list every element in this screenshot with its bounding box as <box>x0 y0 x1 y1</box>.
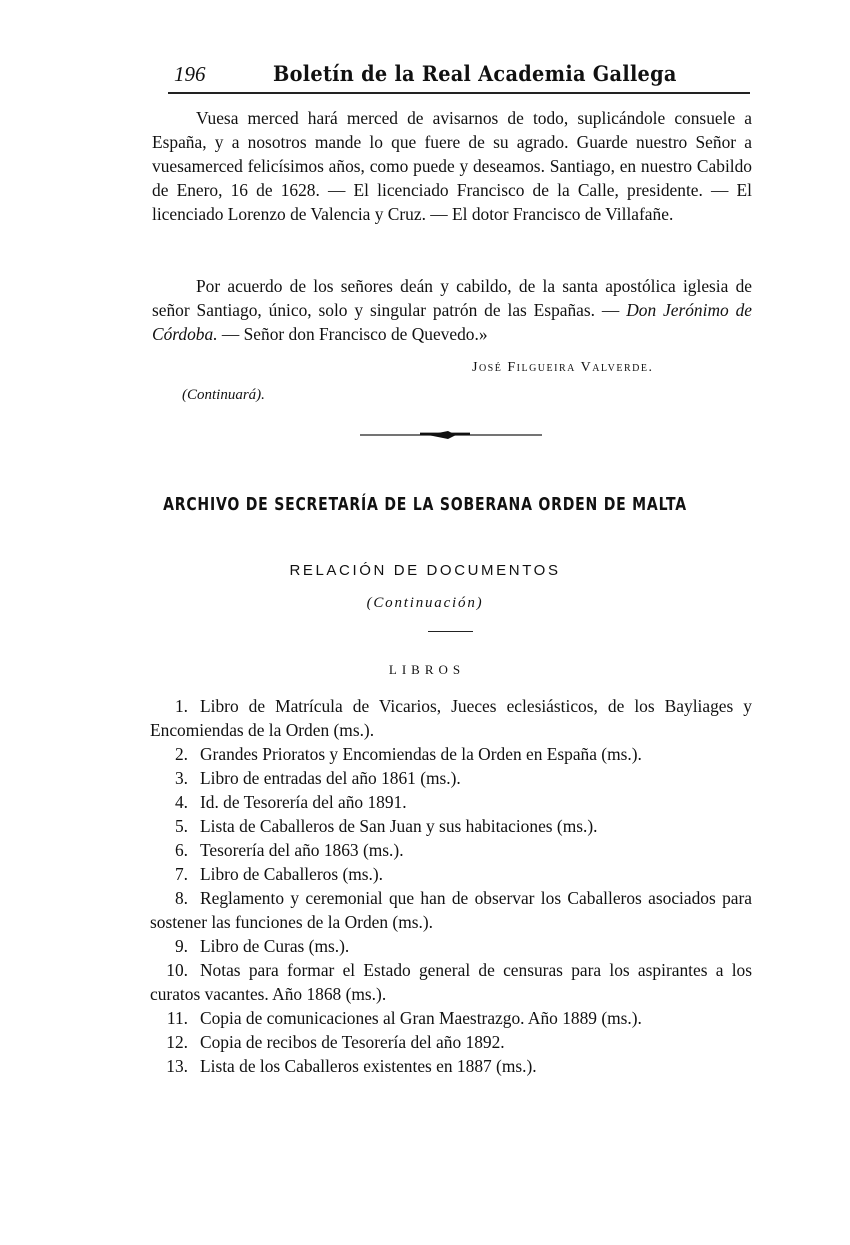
letter-paragraph-2-text <box>152 274 752 346</box>
letter-paragraph-2-suffix: — Señor don Francisco de Quevedo.» <box>217 324 488 344</box>
libros-heading: LIBROS <box>388 662 466 677</box>
letter-signatory-italic: Don Jerónimo de Córdoba. <box>152 300 753 344</box>
running-title: Boletín de la Real Academia Gallega <box>273 61 677 86</box>
item-number: 2. <box>174 744 188 764</box>
item-number: 12. <box>166 1032 188 1052</box>
page-header <box>168 58 750 94</box>
item-number: 7. <box>174 864 188 884</box>
continuation-note: (Continuación) <box>366 595 484 611</box>
libros-list <box>150 694 752 1078</box>
item-text: Id. de Tesorería del año 1891. <box>200 792 407 812</box>
letter-paragraph-2-prefix: Por acuerdo de los señores deán y cabildo, de la santa apostólica iglesia de señor Santiago, único, solo y singular patrón de las Españas. — <box>152 276 752 320</box>
item-number: 1. <box>174 696 188 716</box>
item-number: 3. <box>174 768 188 788</box>
item-number: 9. <box>174 936 188 956</box>
item-text: Copia de recibos de Tesorería del año 1892. <box>200 1032 505 1052</box>
item-text: Copia de comunicaciones al Gran Maestrazgo. Año 1889 (ms.). <box>200 1008 642 1028</box>
item-number: 8. <box>174 888 188 908</box>
item-text: Libro de entradas del año 1861 (ms.). <box>200 768 461 788</box>
item-text: Grandes Prioratos y Encomiendas de la Orden en España (ms.). <box>200 744 642 764</box>
list-item <box>150 766 752 790</box>
list-item <box>150 814 752 838</box>
list-item <box>150 742 752 766</box>
ornamental-divider <box>360 428 542 442</box>
list-item <box>150 838 752 862</box>
item-text: Notas para formar el Estado general de censuras para los aspirantes a los curatos vacantes. Año 1868 (ms.). <box>150 960 752 1004</box>
list-item <box>150 790 752 814</box>
list-item <box>150 934 752 958</box>
list-item <box>150 862 752 886</box>
item-text: Libro de Matrícula de Vicarios, Jueces eclesiásticos, de los Bayliages y Encomiendas de la Orden (ms.). <box>150 696 752 740</box>
section-subtitle: RELACIÓN DE DOCUMENTOS <box>289 562 561 579</box>
item-text: Lista de Caballeros de San Juan y sus habitaciones (ms.). <box>200 816 598 836</box>
letter-paragraph-1 <box>152 106 752 226</box>
letter-paragraph-2 <box>152 274 752 346</box>
section-title: ARCHIVO DE SECRETARÍA DE LA SOBERANA ORDEN DE MALTA <box>163 494 687 515</box>
item-text: Reglamento y ceremonial que han de observar los Caballeros asociados para sostener las funciones de la Orden (ms.). <box>150 888 752 932</box>
short-rule <box>428 631 473 632</box>
item-text: Libro de Caballeros (ms.). <box>200 864 384 884</box>
item-number: 5. <box>174 816 188 836</box>
item-text: Libro de Curas (ms.). <box>200 936 350 956</box>
list-item <box>150 1030 752 1054</box>
letter-paragraph-1-text: Vuesa merced hará merced de avisarnos de todo, suplicándole consuele a España, y a nosotros mande lo que fuere de su agrado. Guarde nuestro Señor a vuesamerced felicísimos años, como puede y deseamos. Santiago, en nuestro Cabildo de Enero, 16 de 1628. — El licenciado Francisco de la Calle, presidente. — El licenciado Lorenzo de Valencia y Cruz. — El dotor Francisco de Villafañe. <box>152 108 752 224</box>
list-item <box>150 958 752 1006</box>
item-number: 11. <box>166 1008 188 1028</box>
page-number: 196 <box>174 62 206 86</box>
author-signature: José Filgueira Valverde. <box>472 360 654 375</box>
continuara-note: (Continuará). <box>182 387 265 403</box>
list-item <box>150 1006 752 1030</box>
item-number: 13. <box>166 1056 188 1076</box>
item-number: 6. <box>174 840 188 860</box>
list-item <box>150 694 752 742</box>
item-text: Tesorería del año 1863 (ms.). <box>200 840 404 860</box>
list-item <box>150 1054 752 1078</box>
item-number: 10. <box>166 960 188 980</box>
item-number: 4. <box>174 792 188 812</box>
list-item <box>150 886 752 934</box>
item-text: Lista de los Caballeros existentes en 1887 (ms.). <box>200 1056 537 1076</box>
